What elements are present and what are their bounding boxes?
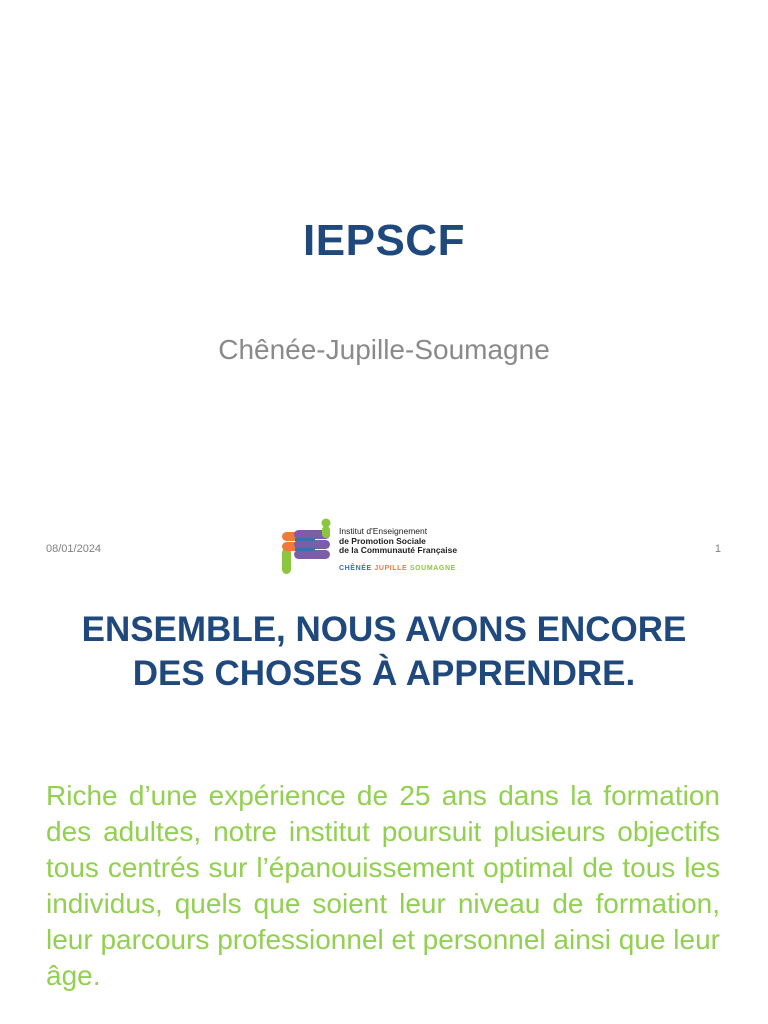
logo-place-chenee: CHÊNÉE <box>339 565 372 572</box>
slide-heading <box>40 608 728 696</box>
heading-line-2: DES CHOSES À APPRENDRE. <box>132 654 636 693</box>
logo-line-1: Institut d'Enseignement <box>339 526 428 536</box>
slide-subtitle: Chênée-Jupille-Soumagne <box>218 334 550 365</box>
slide-title: IEPSCF <box>303 216 465 265</box>
slide-2 <box>0 576 768 1024</box>
iepscf-logo <box>281 518 458 576</box>
body-paragraph: Riche d’une expérience de 25 ans dans la formation des adultes, notre institut poursuit plusieurs objectifs tous centrés sur l’épanouissement optimal de tous les individus, quels que soient leur niveau de formation, leur parcours professionnel et personnel ainsi que leur âge. <box>46 780 720 991</box>
footer-date: 08/01/2024 <box>46 543 102 555</box>
logo-line-2: de Promotion Sociale <box>339 535 426 546</box>
logo-place-jupille: JUPILLE <box>374 565 408 572</box>
heading-line-1: ENSEMBLE, NOUS AVONS ENCORE <box>81 610 687 649</box>
logo-text <box>339 527 457 556</box>
footer-page-number: 1 <box>714 543 721 555</box>
logo-line-3: de la Communauté Française <box>339 545 458 555</box>
logo-place-soumagne: SOUMAGNE <box>409 565 456 572</box>
logo-mark-icon <box>281 518 333 576</box>
logo-places <box>339 565 456 572</box>
